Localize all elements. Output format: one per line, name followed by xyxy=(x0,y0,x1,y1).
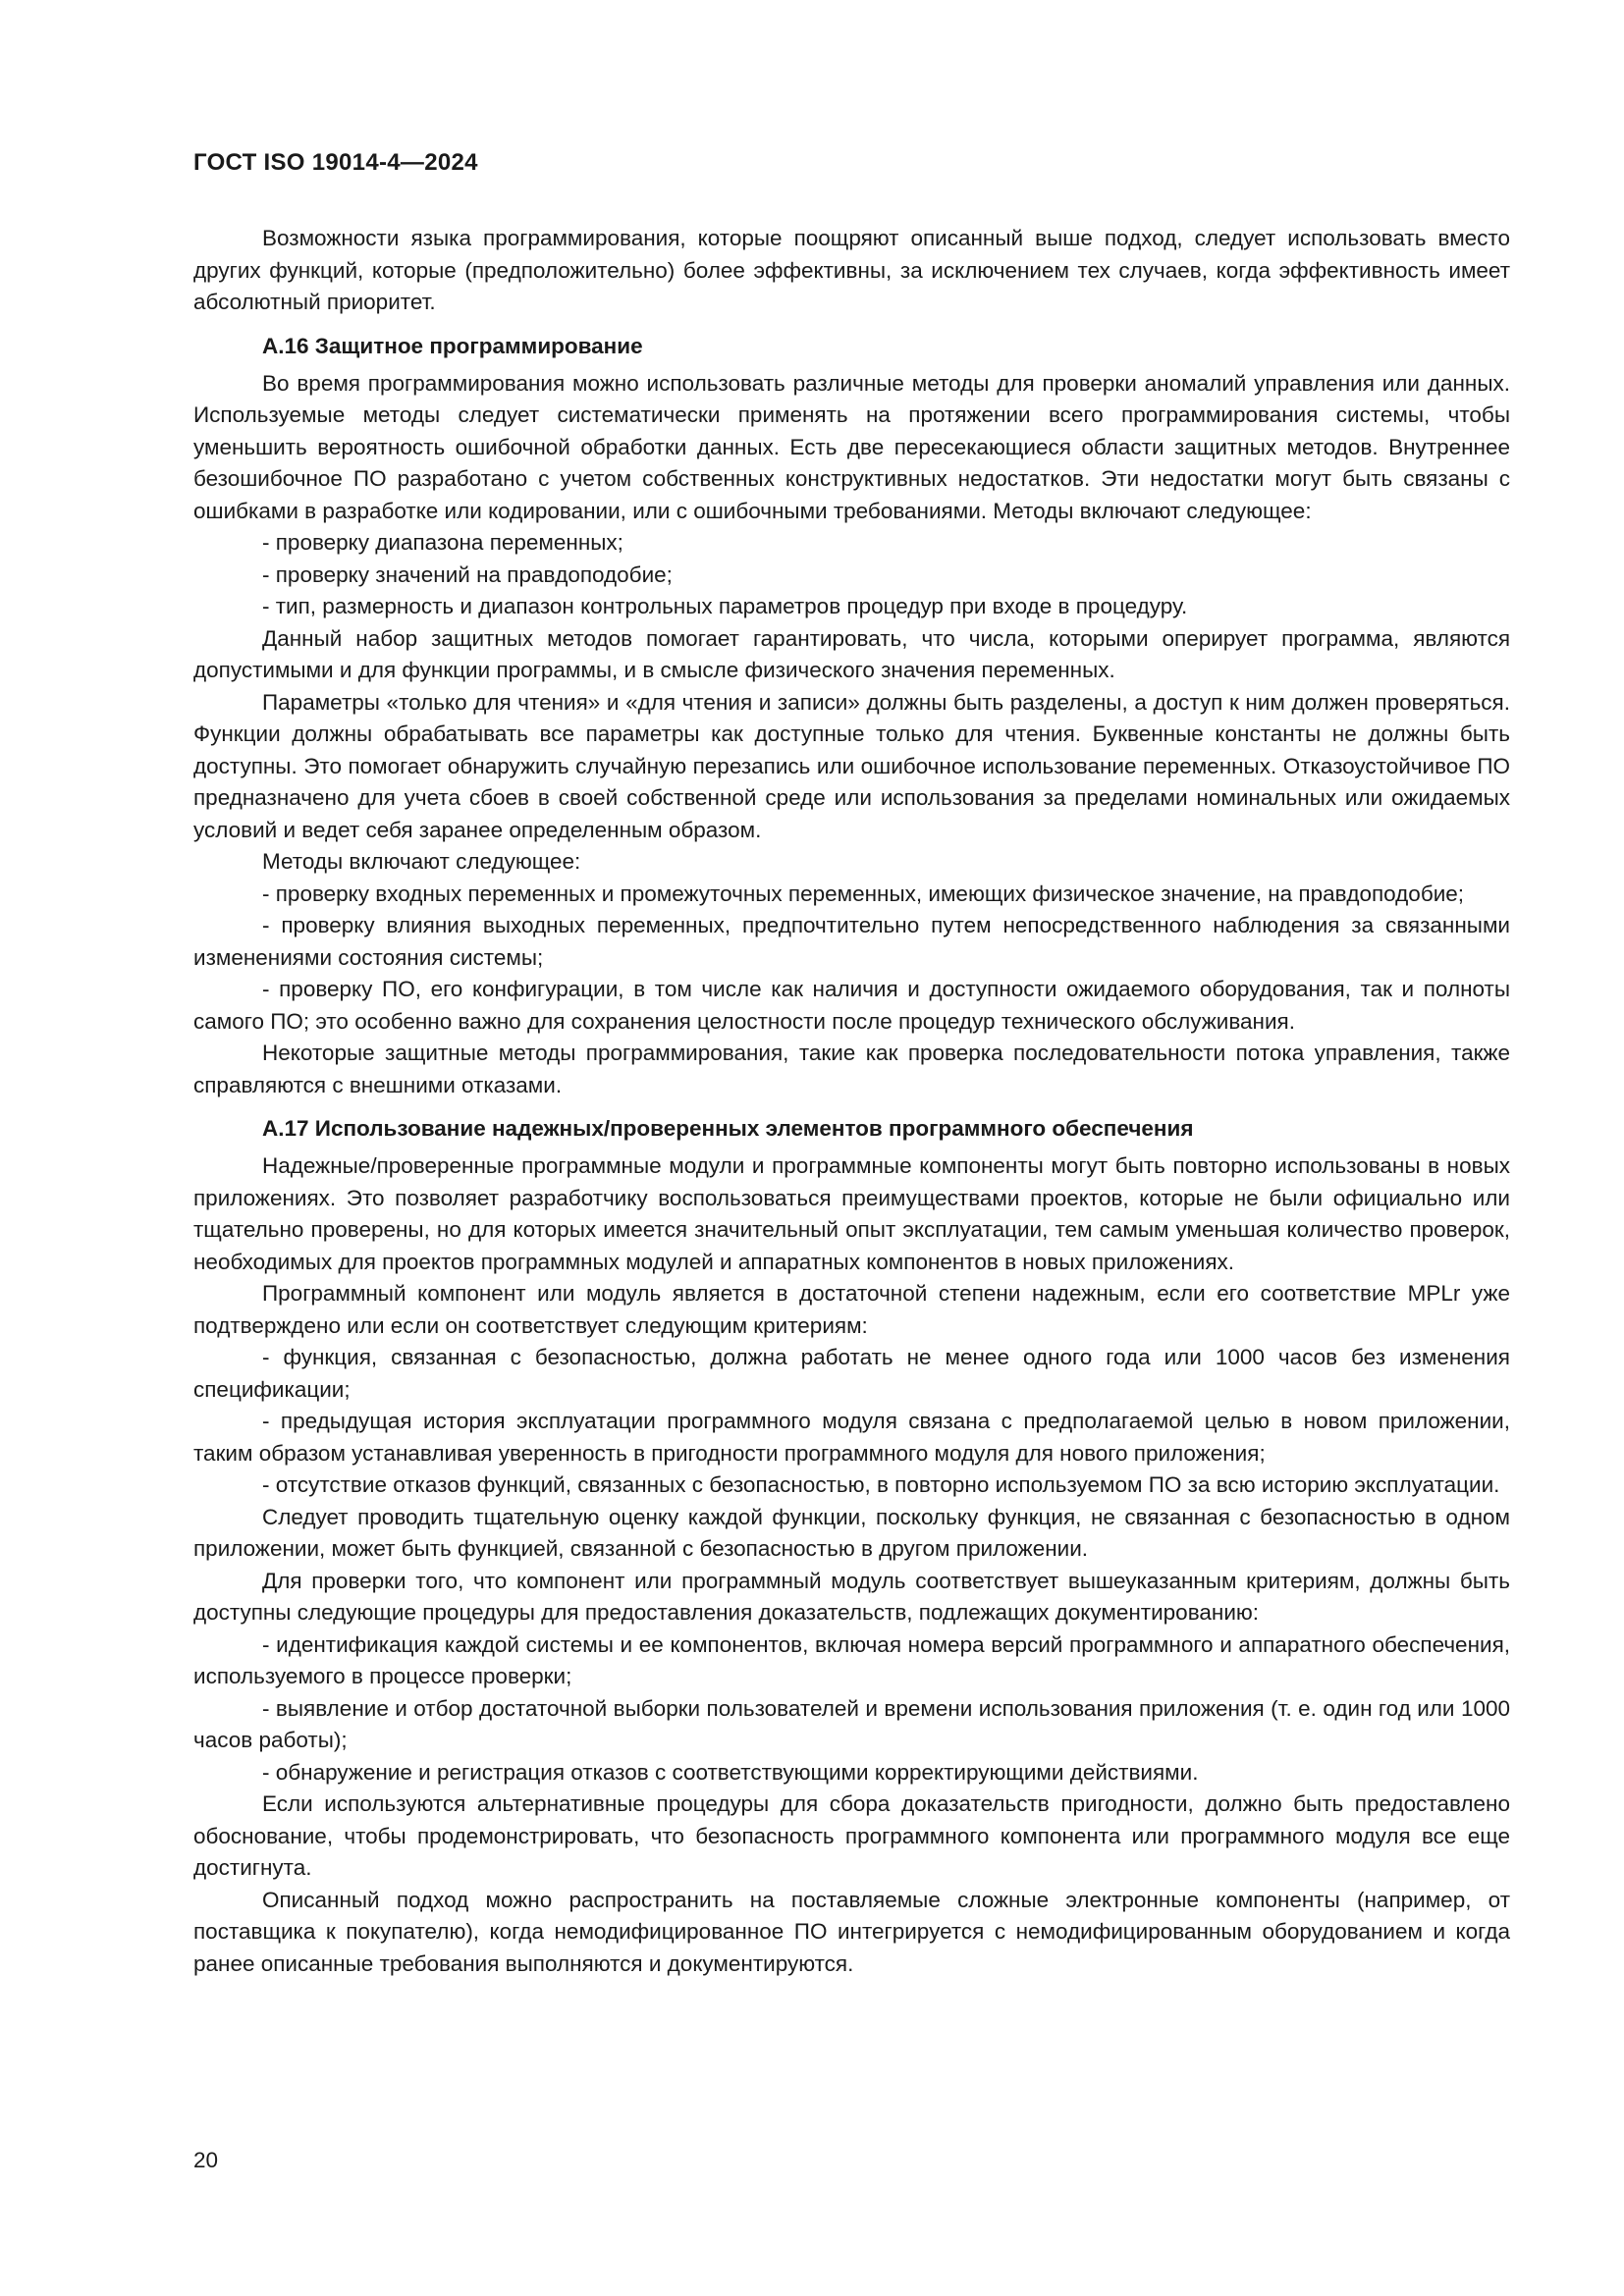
body-paragraph: - тип, размерность и диапазон контрольных параметров процедур при входе в процедуру. xyxy=(262,594,1188,618)
page-number: 20 xyxy=(193,2148,219,2172)
body-paragraph: - проверку диапазона переменных; xyxy=(262,530,623,555)
body-paragraph: Некоторые защитные методы программирования, такие как проверка последовательности потока управления, также справляются с внешними отказами. xyxy=(193,1041,1510,1097)
body-paragraph: - проверку влияния выходных переменных, предпочтительно путем непосредственного наблюдения за связанными изменениями состояния системы; xyxy=(193,913,1510,970)
body-paragraph: - отсутствие отказов функций, связанных с безопасностью, в повторно используемом ПО за всю историю эксплуатации. xyxy=(262,1472,1500,1497)
body-paragraph: - проверку входных переменных и промежуточных переменных, имеющих физическое значение, на правдоподобие; xyxy=(262,881,1465,906)
body-paragraph: - проверку ПО, его конфигурации, в том числе как наличия и доступности ожидаемого оборудования, так и полноты самого ПО; это особенно важно для сохранения целостности после процедур технического обслуживания. xyxy=(193,977,1510,1034)
section-heading: А.16 Защитное программирование xyxy=(262,333,643,358)
body-paragraph: - выявление и отбор достаточной выборки пользователей и времени использования приложения (т. е. один год или 1000 часов работы); xyxy=(193,1695,1510,1752)
body-paragraph: - проверку значений на правдоподобие; xyxy=(262,561,673,587)
body-paragraph: Параметры «только для чтения» и «для чтения и записи» должны быть разделены, а доступ к ним должен проверяться. Функции должны обрабатывать все параметры как доступные только для чтения. Буквенные константы не должны быть доступны. Это помогает обнаружить случайную перезапись или ошибочное использование переменных. Отказоустойчивое ПО предназначено для учета сбоев в своей собственной среде или использования за пределами номинальных или ожидаемых условий и ведет себя заранее определенным образом. xyxy=(193,689,1510,842)
body-paragraph: Следует проводить тщательную оценку каждой функции, поскольку функция, не связанная с безопасностью в одном приложении, может быть функцией, связанной с безопасностью в другом приложении. xyxy=(193,1504,1510,1561)
body-paragraph: Надежные/проверенные программные модули и программные компоненты могут быть повторно использованы в новых приложениях. Это позволяет разработчику воспользоваться преимуществами проектов, которые не были официально или тщательно проверены, но для которых имеется значительный опыт эксплуатации, тем самым уменьшая количество проверок, необходимых для проектов программных модулей и аппаратных компонентов в новых приложениях. xyxy=(193,1153,1510,1274)
body-paragraph: Описанный подход можно распространить на поставляемые сложные электронные компоненты (например, от поставщика к покупателю), когда немодифицированное ПО интегрируется с немодифицированным оборудованием и когда ранее описанные требования выполняются и документируются. xyxy=(193,1887,1510,1976)
body-paragraph: - предыдущая история эксплуатации программного модуля связана с предполагаемой целью в новом приложении, таким образом устанавливая уверенность в пригодности программного модуля для нового приложения; xyxy=(193,1409,1510,1466)
body-paragraph: - обнаружение и регистрация отказов с соответствующими корректирующими действиями. xyxy=(262,1759,1199,1785)
body-paragraph: - идентификация каждой системы и ее компонентов, включая номера версий программного и аппаратного обеспечения, используемого в процессе проверки; xyxy=(193,1631,1510,1688)
body-paragraph: Возможности языка программирования, которые поощряют описанный выше подход, следует использовать вместо других функций, которые (предположительно) более эффективны, за исключением тех случаев, когда эффективность имеет абсолютный приоритет. xyxy=(193,226,1510,314)
document-body xyxy=(193,223,1510,1980)
body-paragraph: Данный набор защитных методов помогает гарантировать, что числа, которыми оперирует программа, являются допустимыми и для функции программы, и в смысле физического значения переменных. xyxy=(193,625,1510,682)
section-heading: А.17 Использование надежных/проверенных элементов программного обеспечения xyxy=(262,1116,1194,1141)
body-paragraph: Если используются альтернативные процедуры для сбора доказательств пригодности, должно быть предоставлено обоснование, чтобы продемонстрировать, что безопасность программного компонента или программного модуля все еще достигнута. xyxy=(193,1791,1510,1880)
body-paragraph: Программный компонент или модуль является в достаточной степени надежным, если его соответствие MPLr уже подтверждено или если он соответствует следующим критериям: xyxy=(193,1281,1510,1338)
body-paragraph: Во время программирования можно использовать различные методы для проверки аномалий управления или данных. Используемые методы следует систематически применять на протяжении всего программирования системы, чтобы уменьшить вероятность ошибочной обработки данных. Есть две пересекающиеся области защитных методов. Внутреннее безошибочное ПО разработано с учетом собственных конструктивных недостатков. Эти недостатки могут быть связаны с ошибками в разработке или кодировании, или с ошибочными требованиями. Методы включают следующее: xyxy=(193,370,1510,523)
body-paragraph: Методы включают следующее: xyxy=(262,849,581,874)
document-code-header: ГОСТ ISO 19014-4—2024 xyxy=(193,149,478,176)
body-paragraph: Для проверки того, что компонент или программный модуль соответствует вышеуказанным критериям, должны быть доступны следующие процедуры для предоставления доказательств, подлежащих документированию: xyxy=(193,1568,1510,1625)
body-paragraph: - функция, связанная с безопасностью, должна работать не менее одного года или 1000 часов без изменения спецификации; xyxy=(193,1345,1510,1402)
